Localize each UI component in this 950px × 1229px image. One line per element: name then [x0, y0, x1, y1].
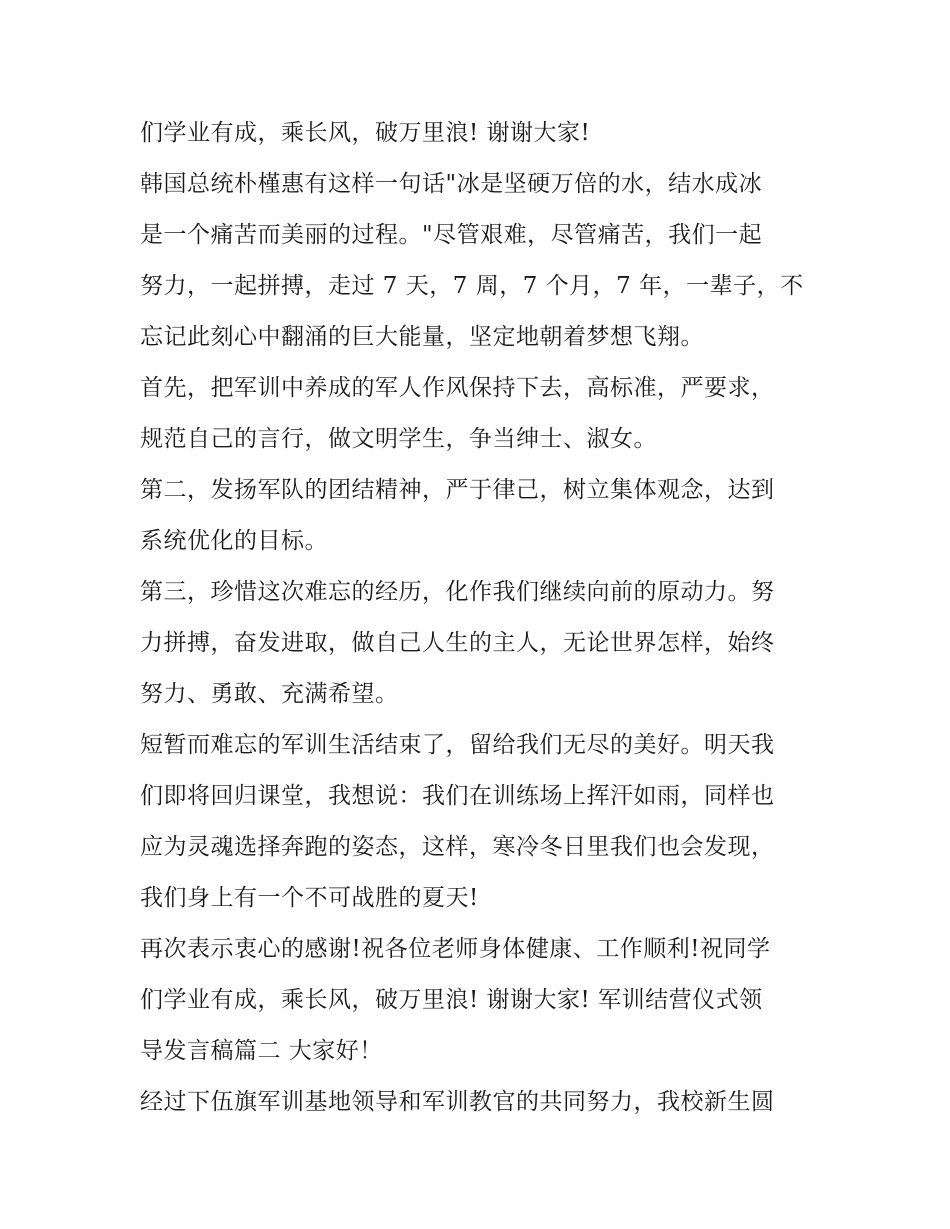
text-line: 第三，珍惜这次难忘的经历，化作我们继续向前的原动力。努 — [140, 579, 775, 605]
text-line: 努力、勇敢、充满希望。 — [140, 681, 399, 707]
text-line: 应为灵魂选择奔跑的姿态，这样，寒冷冬日里我们也会发现， — [140, 834, 775, 860]
text-line: 经过下伍旗军训基地领导和军训教官的共同努力，我校新生圆 — [140, 1089, 775, 1115]
text-line: 力拼搏，奋发进取，做自己人生的主人，无论世界怎样，始终 — [140, 630, 775, 656]
document-body — [140, 108, 815, 1128]
text-line: 努力，一起拼搏，走过 7 天，7 周，7 个月，7 年，一辈子，不 — [140, 273, 804, 299]
text-line: 忘记此刻心中翻涌的巨大能量，坚定地朝着梦想飞翔。 — [140, 324, 704, 350]
text-line: 是一个痛苦而美丽的过程。"尽管艰难，尽管痛苦，我们一起 — [140, 222, 763, 248]
text-line: 再次表示衷心的感谢!祝各位老师身体健康、工作顺利!祝同学 — [140, 936, 771, 962]
text-line: 们即将回归课堂，我想说：我们在训练场上挥汗如雨，同样也 — [140, 783, 775, 809]
text-line: 们学业有成，乘长风，破万里浪! 谢谢大家! 军训结营仪式领 — [140, 987, 763, 1013]
text-line: 第二，发扬军队的团结精神，严于律己，树立集体观念，达到 — [140, 477, 775, 503]
text-line: 短暂而难忘的军训生活结束了，留给我们无尽的美好。明天我 — [140, 732, 775, 758]
text-line: 我们身上有一个不可战胜的夏天! — [140, 885, 479, 911]
text-line: 首先，把军训中养成的军人作风保持下去，高标准，严要求， — [140, 375, 775, 401]
text-line: 韩国总统朴槿惠有这样一句话"冰是坚硬万倍的水，结水成冰 — [140, 171, 763, 197]
text-line: 们学业有成，乘长风，破万里浪! 谢谢大家! — [140, 120, 591, 146]
text-line: 导发言稿篇二 大家好！ — [140, 1038, 383, 1064]
text-line: 系统优化的目标。 — [140, 528, 328, 554]
text-line: 规范自己的言行，做文明学生，争当绅士、淑女。 — [140, 426, 657, 452]
